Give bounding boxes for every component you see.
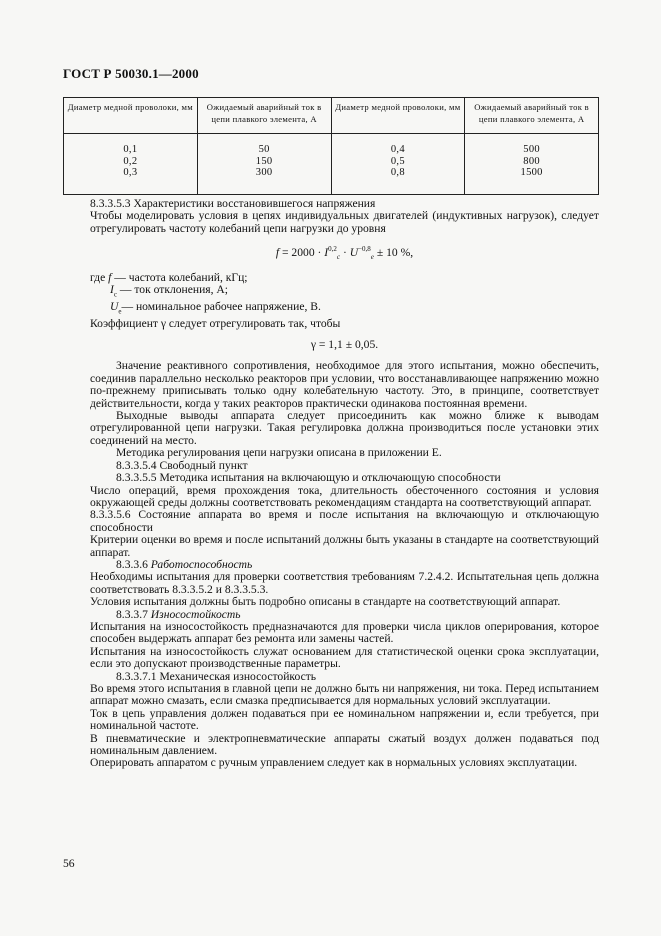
definition-line (90, 301, 599, 318)
table-cell (331, 134, 465, 195)
formula-subscript: c (336, 253, 341, 262)
cell-value: 500 (523, 144, 540, 155)
definition-symbol: I (110, 283, 114, 297)
table-header-row (64, 98, 599, 134)
section-heading: 8.3.3.5.6 Состояние аппарата во время и после испытания на включающую и отключающую способности (90, 508, 599, 534)
paragraph: Критерии оценки во время и после испытаний должны быть указаны в стандарте на соответствующий аппарат. (90, 533, 599, 559)
gamma-formula: γ = 1,1 ± 0,05. (310, 338, 379, 352)
paragraph: В пневматические и электропневматические аппараты сжатый воздух должен подаваться под номинальным давлением. (90, 731, 599, 758)
definition-symbol: f (108, 270, 112, 284)
paragraph: Ток в цепь управления должен подаваться при ее номинальном напряжении и, если требуется, при номинальной частоте. (90, 706, 599, 733)
document-body (90, 198, 599, 770)
paragraph: Во время этого испытания в главной цепи не должно быть ни напряжения, ни тока. Перед испытанием аппарат можно смазать, если смазка предписывается для нормальных условий эксплуатации. (90, 682, 599, 708)
cell-value: 0,3 (123, 167, 138, 178)
formula-text: = 2000 · (282, 246, 322, 260)
paragraph: Выходные выводы аппарата следует присоединить как можно ближе к выводам отрегулированной цепи нагрузки. Такая регулировка должна производиться после установки этих соединений на место. (90, 409, 599, 447)
section-title: Работоспособность (150, 557, 253, 571)
table-cell (465, 134, 599, 195)
section-number: 8.3.3.7 (116, 607, 148, 621)
formula-symbol: I (324, 246, 329, 260)
paragraph: Число операций, время прохождения тока, длительность обесточенного состояния и условия окружающей среды должны соответствовать рекомендациям стандарта на соответствующий аппарат. (90, 483, 599, 509)
paragraph: Испытания на износостойкость служат основанием для статистической оценки срока эксплуатации, если это допускают производственные параметры. (90, 644, 599, 671)
document-header: ГОСТ Р 50030.1—2000 (63, 66, 199, 81)
cell-value: 150 (255, 155, 273, 167)
table-header-cell: Ожидаемый аварийный ток в цепи плавкого элемента, А (465, 98, 599, 134)
section-number: 8.3.3.6 (116, 557, 148, 571)
cell-value: 800 (523, 155, 540, 167)
cell-value: 0,8 (390, 167, 405, 178)
paragraph: Оперировать аппаратом с ручным управлением следует как в нормальных условиях эксплуатации. (90, 756, 578, 770)
table-cell (64, 134, 198, 195)
cell-value: 0,2 (123, 155, 138, 167)
paragraph: Значение реактивного сопротивления, необходимое для этого испытания, можно обеспечить, соединив параллельно несколько реакторов при условии, что восстанавливающее напряжению можно по-прежнему приписывать только одну колебательную частоту. Это, в принципе, соответствует действительности, когда у таких реакторов практически одинакова постоянная времени. (90, 359, 599, 410)
wire-current-table (63, 97, 599, 195)
definition-text: — частота колебаний, кГц; (111, 270, 248, 284)
formula-exponent: 0,2 (328, 245, 337, 254)
cell-value: 50 (258, 144, 270, 155)
cell-value: 1500 (520, 167, 543, 178)
formula-symbol: f (275, 246, 280, 260)
formula-text: · (342, 246, 347, 260)
formula-symbol: U (349, 246, 359, 260)
section-title: Износостойкость (150, 607, 241, 621)
formula-text: ± 10 %, (376, 246, 414, 260)
cell-value: 0,4 (390, 144, 405, 155)
definition-text: — ток отклонения, А; (116, 283, 229, 297)
paragraph: Необходимы испытания для проверки соответствия требованиям 7.2.4.2. Испытательная цепь должна соответствовать 8.3.3.5.2 и 8.3.3.5.3. (90, 570, 599, 596)
paragraph: Методика регулирования цепи нагрузки описана в приложении Е. (116, 446, 442, 460)
paragraph: Чтобы моделировать условия в цепях индивидуальных двигателей (индуктивных нагрузок), следует отрегулировать частоту колебаний цепи нагрузки до уровня (90, 209, 599, 235)
definition-intro: где (90, 270, 106, 284)
definition-line (90, 284, 599, 301)
table-header-cell: Диаметр медной проволоки, мм (64, 98, 198, 134)
page-number: 56 (63, 857, 75, 870)
formula-definitions (90, 272, 599, 318)
cell-value: 300 (255, 167, 273, 178)
definition-symbol: U (110, 299, 119, 313)
paragraph: Испытания на износостойкость предназначаются для проверки числа циклов оперирования, которое способен выдержать аппарат без ремонта или замены частей. (90, 619, 599, 646)
section-heading: 8.3.3.5.4 Свободный пункт (116, 458, 248, 472)
table-row (64, 134, 599, 195)
table-header-cell: Диаметр медной проволоки, мм (331, 98, 465, 134)
cell-value: 0,1 (123, 144, 138, 155)
section-heading: 8.3.3.7.1 Механическая износостойкость (116, 669, 317, 683)
definition-text: — номинальное рабочее напряжение, В. (121, 299, 321, 313)
formula-exponent: −0,8 (358, 245, 371, 254)
definition-subscript: e (118, 307, 122, 316)
paragraph: Условия испытания должны быть подробно описаны в стандарте на соответствующий аппарат. (90, 595, 561, 609)
paragraph: Коэффициент γ следует отрегулировать так, чтобы (90, 316, 341, 330)
table-cell (197, 134, 331, 195)
definition-subscript: c (113, 290, 117, 299)
cell-value: 0,5 (390, 155, 405, 167)
section-heading: 8.3.3.5.5 Методика испытания на включающую и отключающую способности (116, 471, 501, 485)
frequency-formula (90, 243, 599, 264)
table-header-cell: Ожидаемый аварийный ток в цепи плавкого элемента, А (197, 98, 331, 134)
section-heading: 8.3.3.5.3 Характеристики восстановившегося напряжения (90, 197, 376, 210)
formula-subscript: e (370, 253, 374, 262)
